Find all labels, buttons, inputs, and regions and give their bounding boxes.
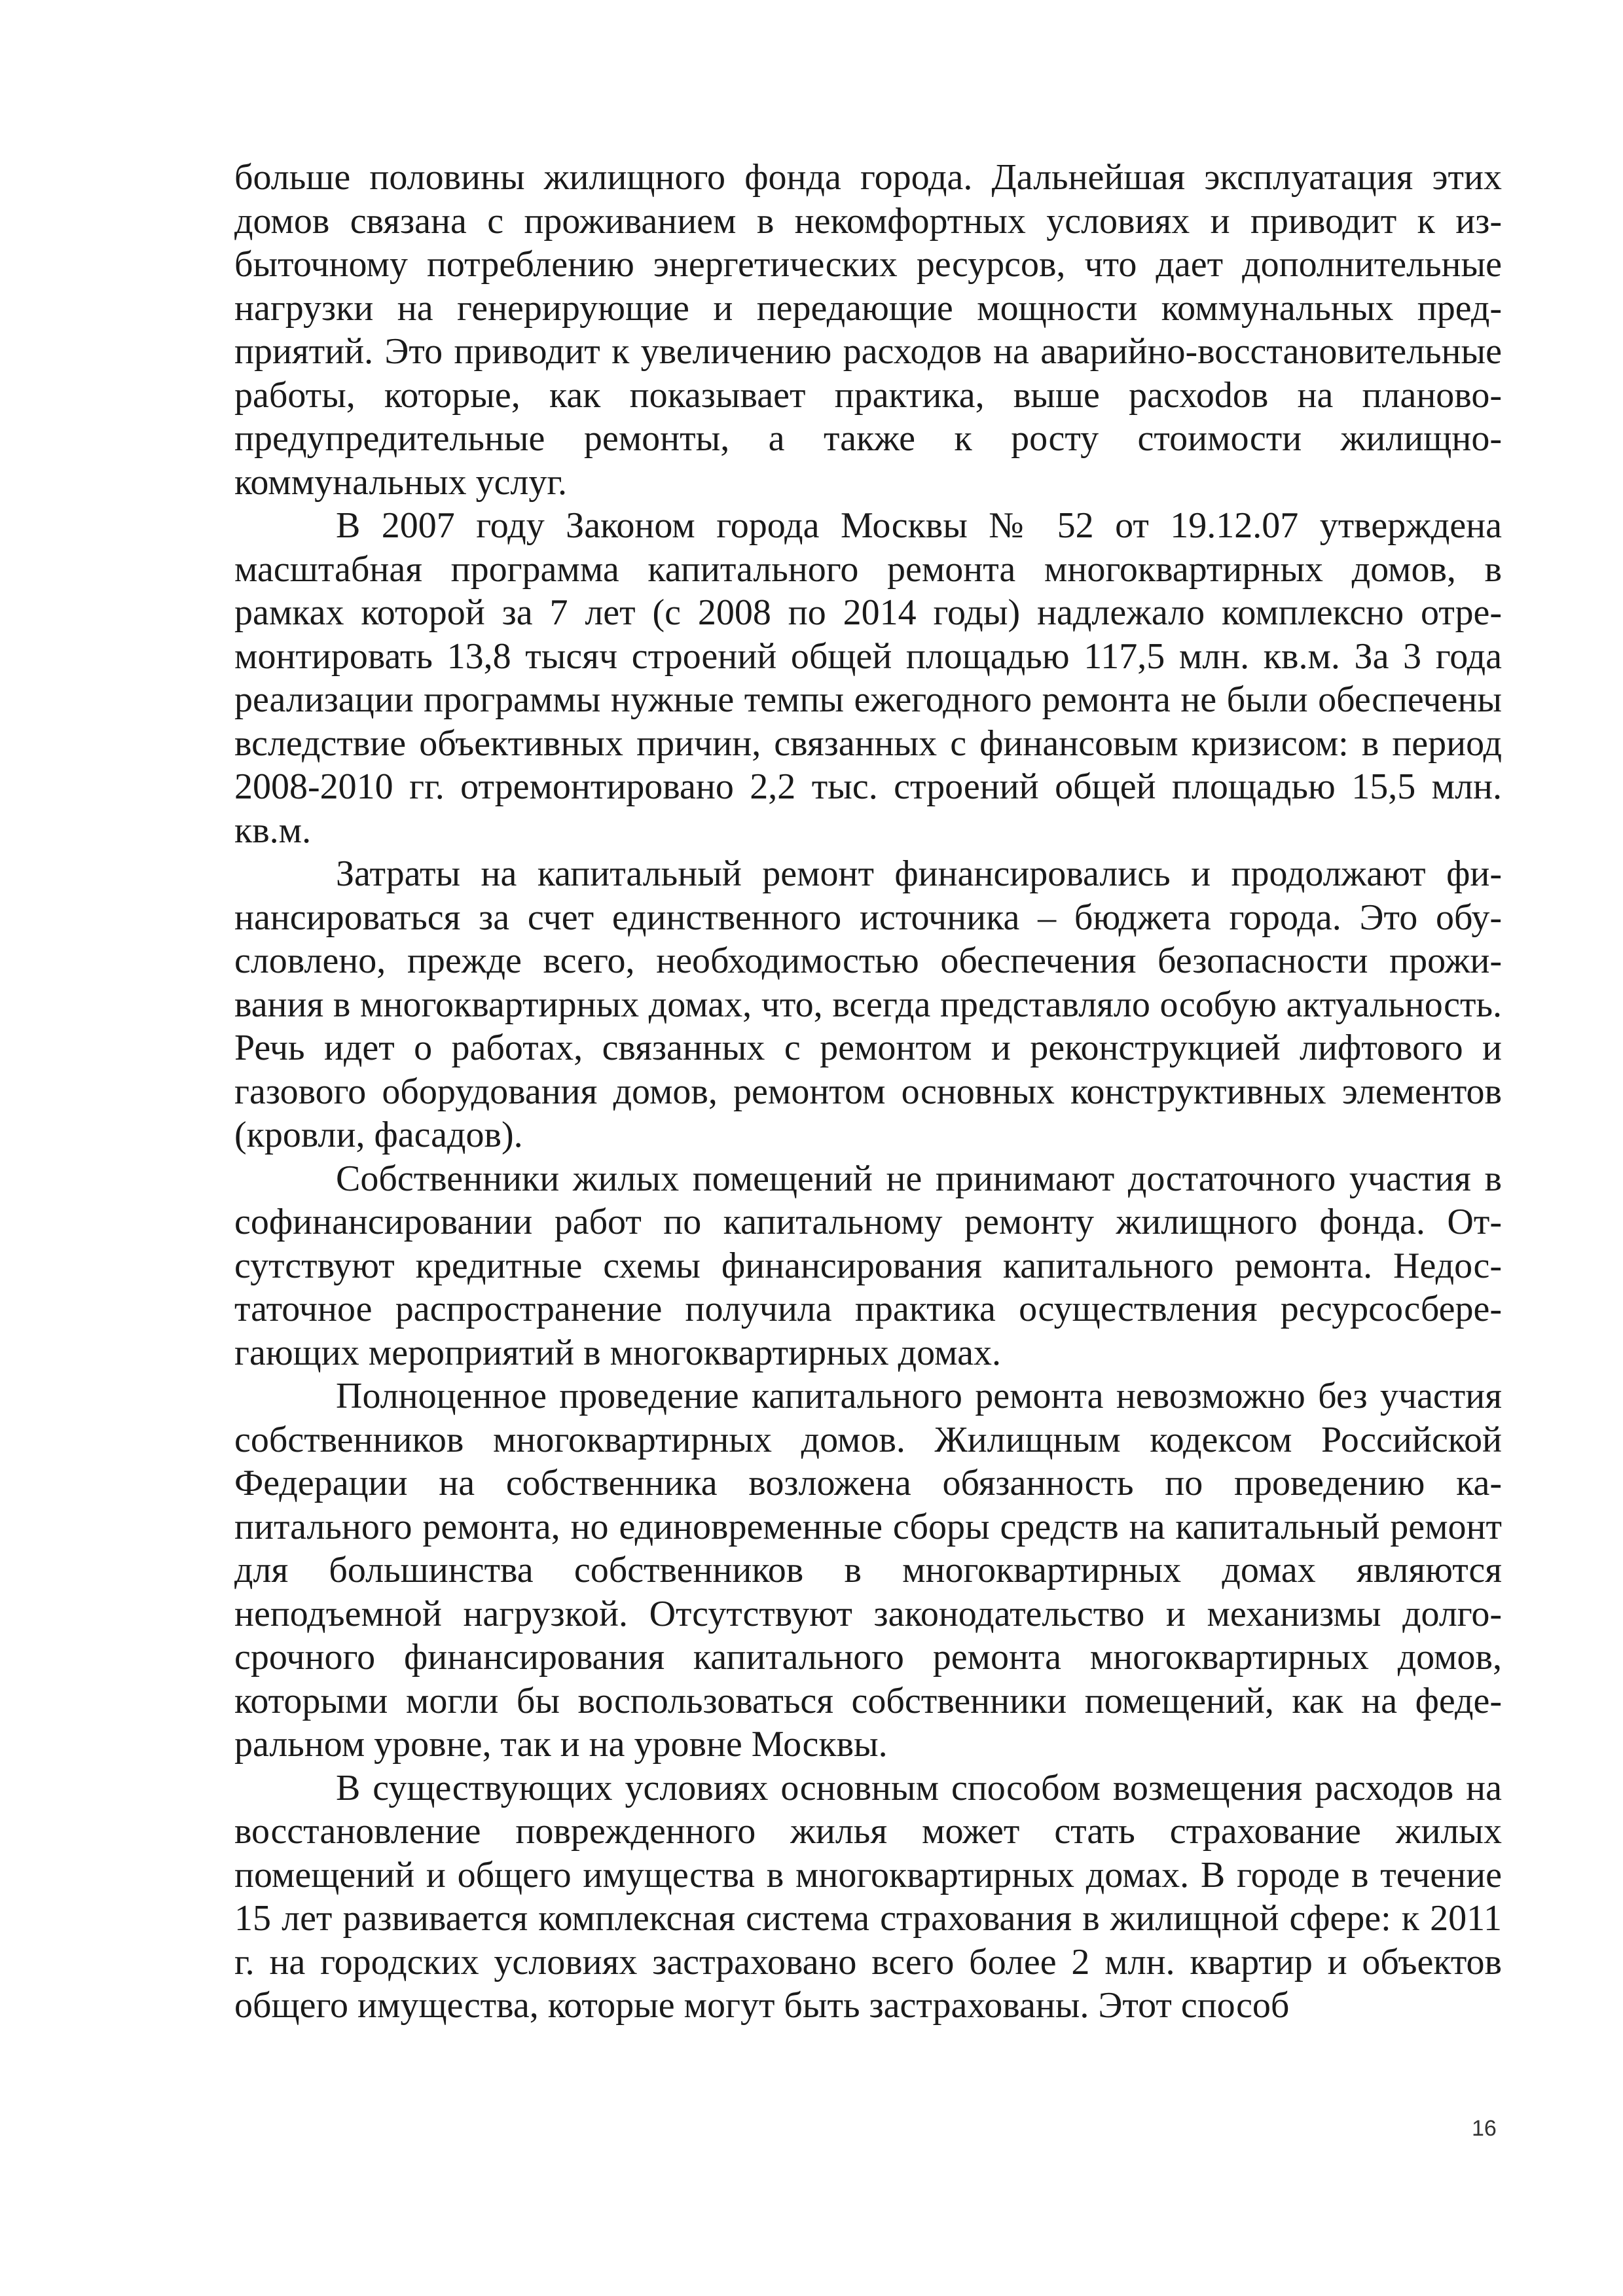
document-body: [234, 156, 1502, 2028]
paragraph-3: Затраты на капитальный ремонт финансировались и продолжают финансироваться за счет единственного источника – бюджета города. Это обусловлено, прежде всего, необходимостью обеспечения безопасности проживания в многоквартирных домах, что, всегда представляло особую актуальность. Речь идет о работах, связанных с ремонтом и реконструкцией лифтового и газового оборудования домов, ремонтом основных конструктивных элементов (кровли, фасадов).: [234, 853, 1502, 1155]
paragraph-1: больше половины жилищного фонда города. Дальнейшая эксплуатация этих домов связана с проживанием в некомфортных условиях и приводит к избыточному потреблению энергетических ресурсов, что дает дополнительные нагрузки на генерирующие и передающие мощности коммунальных предприятий. Это приводит к увеличению расходов на аварийно-восстановительные работы, которые, как показывает практика, выше расхоdов на планово-предупредительные ремонты, а также к росту стоимости жилищно-коммунальных услуг.: [234, 157, 1502, 503]
paragraph-2: В 2007 году Законом города Москвы № 52 от 19.12.07 утверждена масштабная программа капитального ремонта многоквартирных домов, в рамках которой за 7 лет (с 2008 по 2014 годы) надлежало комплексно отремонтировать 13,8 тысяч строений общей площадью 117,5 млн. кв.м. За 3 года реализации программы нужные темпы ежегодного ремонта не были обеспечены вследствие объективных причин, связанных с финансовым кризисом: в период 2008-2010 гг. отремонтировано 2,2 тыс. строений общей площадью 15,5 млн. кв.м.: [234, 505, 1502, 851]
paragraph-5: Полноценное проведение капитального ремонта невозможно без участия собственников многоквартирных домов. Жилищным кодексом Российской Федерации на собственника возложена обязанность по проведению капитального ремонта, но единовременные сборы средств на капитальный ремонт для большинства собственников в многоквартирных домах являются неподъемной нагрузкой. Отсутствуют законодательство и механизмы долгосрочного финансирования капитального ремонта многоквартирных домов, которыми могли бы воспользоваться собственники помещений, как на федеральном уровне, так и на уровне Москвы.: [234, 1376, 1502, 1765]
paragraph-6: В существующих условиях основным способом возмещения расходов на восстановление поврежденного жилья может стать страхование жилых помещений и общего имущества в многоквартирных домах. В городе в течение 15 лет развивается комплексная система страхования в жилищной сфере: к 2011 г. на городских условиях застраховано всего более 2 млн. квартир и объектов общего имущества, которые могут быть застрахованы. Этот способ: [234, 1767, 1502, 2026]
page-number: 16: [1472, 2116, 1497, 2141]
paragraph-4: Собственники жилых помещений не принимают достаточного участия в софинансировании работ по капитальному ремонту жилищного фонда. Отсутствуют кредитные схемы финансирования капитального ремонта. Недостаточное распространение получила практика осуществления ресурсосберегающих мероприятий в многоквартирных домах.: [234, 1158, 1502, 1373]
